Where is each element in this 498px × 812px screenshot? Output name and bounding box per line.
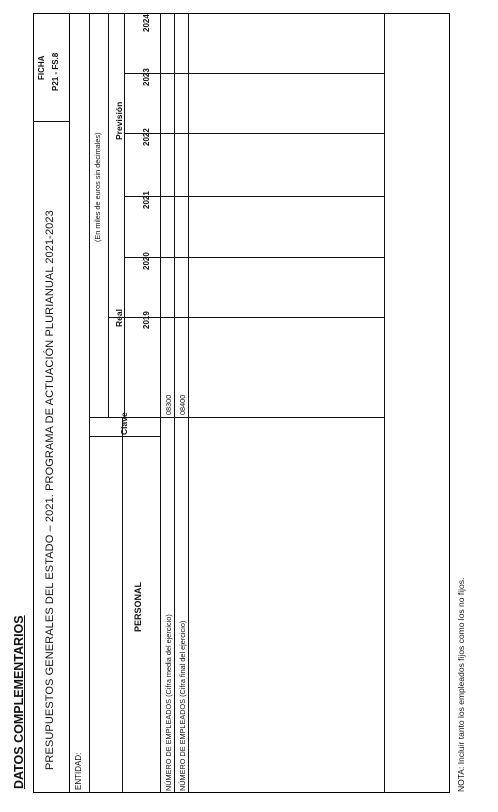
form-frame <box>33 13 450 793</box>
real-header: Real <box>114 309 124 327</box>
entity-label: ENTIDAD: <box>74 752 83 790</box>
ficha-code: P21 - FS.8 <box>51 52 60 91</box>
year-2023: 2023 <box>142 68 151 86</box>
year-2024: 2024 <box>142 14 151 32</box>
form-title: PRESUPUESTOS GENERALES DEL ESTADO – 2021. PROGRAMA DE ACTUACIÓN PLURIANUAL 2021-2023 <box>44 210 56 770</box>
row-concept-2: NÚMERO DE EMPLEADOS (Cifra final del ejercicio) <box>178 620 187 791</box>
row-clave-1: 08300 <box>164 394 173 415</box>
footnote: NOTA: Incluir tanto los empleados fijos como los no fijos. <box>456 577 466 792</box>
units-note: (En miles de euros sin decimales) <box>93 132 102 242</box>
year-2019: 2019 <box>142 311 151 329</box>
year-2021: 2021 <box>142 191 151 209</box>
clave-header: Clave <box>119 412 129 435</box>
year-2022: 2022 <box>142 128 151 146</box>
year-2020: 2020 <box>142 252 151 270</box>
prevision-header: Previsión <box>114 101 124 140</box>
row-concept-1: NÚMERO DE EMPLEADOS (Cifra media del ejercicio) <box>164 614 173 791</box>
row-clave-2: 08400 <box>178 394 187 415</box>
ficha-label: FICHA <box>37 55 46 80</box>
section-title: DATOS COMPLEMENTARIOS <box>12 615 26 789</box>
personal-header: PERSONAL <box>133 581 143 632</box>
